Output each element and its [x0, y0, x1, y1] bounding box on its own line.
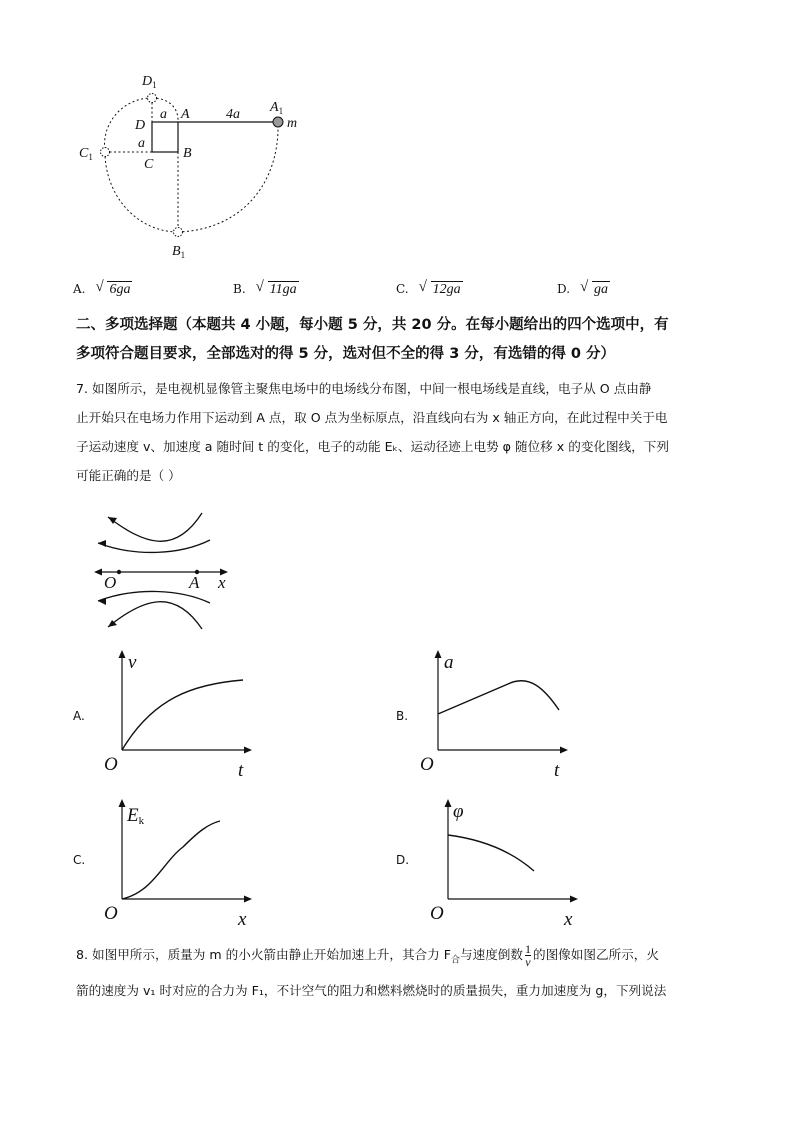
label-4a: 4a [226, 107, 240, 122]
x-arrow [244, 896, 252, 903]
dashed-arc-c1-b1 [105, 152, 178, 232]
graph-option-a [98, 648, 258, 781]
origin-label: O [420, 754, 434, 775]
field-line-bottom-2 [108, 602, 202, 629]
label-a1: $A_1$ [270, 100, 284, 116]
label-o: O [104, 573, 117, 592]
option-a-letter[interactable]: A. [73, 709, 85, 723]
x-label: x [564, 909, 573, 930]
label-d1: $D_1$ [142, 74, 157, 90]
field-line-top-2 [98, 540, 210, 552]
label-m: m [287, 116, 298, 131]
choice-a[interactable]: A. √ 6ga [73, 279, 131, 297]
origin-label: O [104, 754, 118, 775]
choice-d[interactable]: D. √ ga [557, 279, 609, 297]
label-b1: $B_1$ [172, 244, 186, 260]
square-abcd [152, 122, 178, 152]
label-x: x [218, 573, 226, 592]
label-d: D [135, 118, 146, 133]
graph-option-c [98, 797, 258, 930]
label-b: B [183, 146, 192, 161]
y-label: a [444, 652, 454, 673]
arrowhead-top-2 [98, 540, 106, 547]
x-label: t [554, 760, 560, 781]
question-8-line-1: 8. 如图甲所示，质量为 m 的小火箭由静止开始加速上升，其合力 $F_合$与速度倒数 $\frac{1}{v}$ 的图像如图乙所示，火 [76, 942, 659, 969]
question-8-text: 8. 如图甲所示，质量为 m 的小火箭由静止开始加速上升，其合力 $F_合$与速度倒数 $\frac{1}{v}$ 的图像如图乙所示，火 箭的速度为 v₁ 时对应的合力为 F₁，不计空气的阻力和燃料燃烧时的质量损失，重力加速度为 g，下列说法 [76, 940, 724, 1005]
label-a-top: a [160, 107, 167, 122]
field-line-bottom-1 [98, 591, 210, 603]
curve-a-t [438, 681, 559, 714]
x-arrow [570, 896, 578, 903]
graph-option-d [424, 797, 584, 930]
choice-c[interactable]: C. √ 12ga [396, 279, 461, 297]
electric-field-figure [90, 505, 250, 635]
dashed-arc-b1-a1 [178, 122, 278, 232]
fraction-one-over-v: $\frac{1}{v}$ [524, 942, 531, 969]
section-heading-multiple-choice: 二、多项选择题（本题共 4 小题，每小题 5 分，共 20 分。在每小题给出的四个选项中，有 多项符合题目要求，全部选对的得 5 分，选对但不全的得 3 分，有选错的得 0 分） [76, 317, 669, 362]
x-arrow [244, 747, 252, 754]
y-arrow [445, 799, 452, 807]
option-b-letter[interactable]: B. [396, 709, 409, 723]
curve-phi-x [448, 835, 534, 871]
option-c-letter[interactable]: C. [73, 853, 86, 867]
arrowhead-center-left [94, 569, 102, 576]
y-arrow [119, 799, 126, 807]
label-a-left: a [138, 136, 145, 151]
origin-label: O [430, 903, 444, 924]
label-c1: $C_1$ [79, 146, 93, 162]
x-label: t [238, 760, 244, 781]
option-d-letter[interactable]: D. [396, 853, 410, 867]
point-o [117, 570, 121, 574]
y-arrow [119, 650, 126, 658]
label-a: A [181, 107, 190, 122]
ball-m [273, 117, 283, 127]
graph-option-b [414, 648, 574, 781]
y-label: Ek [127, 805, 145, 827]
curve-ek-x [122, 821, 220, 899]
point-b1 [174, 228, 183, 237]
x-label: x [238, 909, 247, 930]
point-d1 [148, 94, 157, 103]
question-7-text: 7. 如图所示，是电视机显像管主聚焦电场中的电场线分布图，中间一根电场线是直线，电子从 O 点由静 止开始只在电场力作用下运动到 A 点，取 O 点为坐标原点，沿直线向右为 x 轴正方向，在此过程中关于电 子运动速度 v、加速度 a 随时间 t 的变化，电子的动能 Eₖ、运动径迹上电势 φ 随位移 x 的变化图线，下列 可能正确的是（ ） [76, 381, 669, 483]
point-c1 [101, 148, 110, 157]
x-arrow [560, 747, 568, 754]
label-c: C [144, 157, 154, 172]
y-label: v [128, 652, 137, 673]
label-a: A [189, 573, 200, 592]
choice-b[interactable]: B. √ 11ga [233, 279, 297, 297]
field-line-top-1 [108, 513, 202, 541]
y-label: φ [453, 801, 464, 822]
y-arrow [435, 650, 442, 658]
geometry-figure [70, 65, 310, 265]
curve-v-t [122, 680, 243, 750]
origin-label: O [104, 903, 118, 924]
